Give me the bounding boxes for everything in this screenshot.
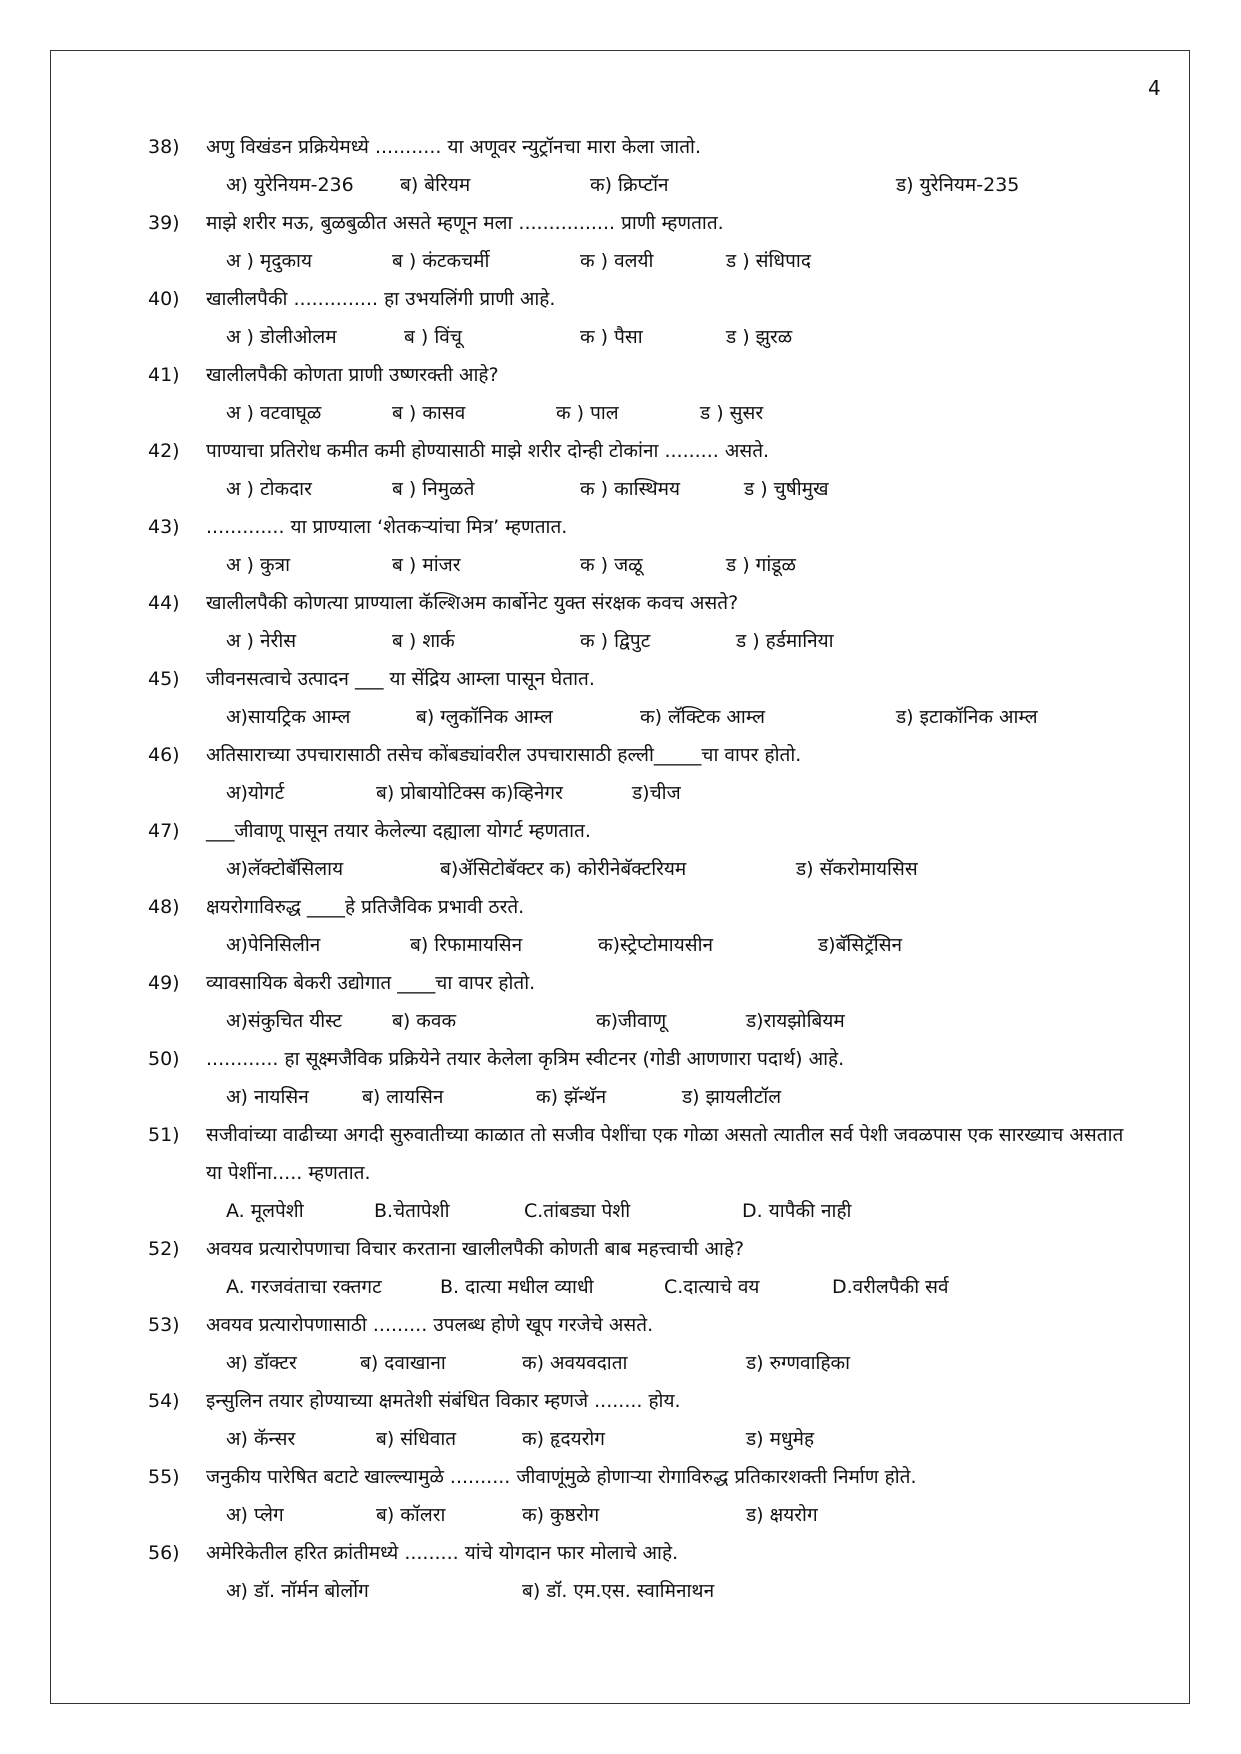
question-text: खालीलपैकी कोणत्या प्राण्याला कॅल्शिअम कार्बोनेट युक्त संरक्षक कवच असते? bbox=[206, 592, 739, 614]
question-number: 48) bbox=[148, 896, 180, 918]
question-number: 55) bbox=[148, 1466, 180, 1488]
option-2: ब) कवक bbox=[392, 1010, 457, 1032]
question-number: 38) bbox=[148, 136, 180, 158]
option-2: ब) कॉलरा bbox=[376, 1504, 446, 1526]
question-number: 41) bbox=[148, 364, 180, 386]
question-number: 51) bbox=[148, 1124, 180, 1146]
question-text: ............. या प्राण्याला ‘शेतकऱ्यांचा मित्र’ म्हणतात. bbox=[206, 516, 568, 538]
option-1: अ) कॅन्सर bbox=[226, 1428, 296, 1450]
option-2: ब ) मांजर bbox=[392, 554, 461, 576]
option-1: अ) नायसिन bbox=[226, 1086, 309, 1108]
question-43 bbox=[0, 508, 1241, 584]
option-1: A. मूलपेशी bbox=[226, 1200, 304, 1222]
option-2: ब) डॉ. एम.एस. स्वामिनाथन bbox=[522, 1580, 715, 1602]
option-1: अ) प्लेग bbox=[226, 1504, 284, 1526]
option-3: ड) सॅकरोमायसिस bbox=[796, 858, 918, 880]
question-number: 56) bbox=[148, 1542, 180, 1564]
question-text: अवयव प्रत्यारोपणासाठी ......... उपलब्ध होणे खूप गरजेचे असते. bbox=[206, 1314, 654, 1336]
options-row bbox=[0, 1002, 1241, 1040]
option-1: अ)सायट्रिक आम्ल bbox=[226, 706, 351, 728]
option-3: क ) द्विपुट bbox=[580, 630, 651, 652]
question-number: 42) bbox=[148, 440, 180, 462]
option-4: ड ) संधिपाद bbox=[726, 250, 811, 272]
option-4: ड) रुग्णवाहिका bbox=[746, 1352, 851, 1374]
question-52 bbox=[0, 1230, 1241, 1306]
question-45 bbox=[0, 660, 1241, 736]
option-4: ड ) हर्डमानिया bbox=[736, 630, 834, 652]
option-2: ब) संधिवात bbox=[376, 1428, 457, 1450]
question-53 bbox=[0, 1306, 1241, 1382]
option-1: अ ) टोकदार bbox=[226, 478, 312, 500]
question-number: 49) bbox=[148, 972, 180, 994]
option-3: क ) पैसा bbox=[580, 326, 643, 348]
options-row bbox=[0, 850, 1241, 888]
option-4: ड) झायलीटॉल bbox=[682, 1086, 782, 1108]
option-1: अ)पेनिसिलीन bbox=[226, 934, 321, 956]
option-4: D.वरीलपैकी सर्व bbox=[832, 1276, 949, 1298]
option-3: क) झॅन्थॅन bbox=[536, 1086, 607, 1108]
option-4: ड) इटाकॉनिक आम्ल bbox=[896, 706, 1038, 728]
option-2: ब ) विंचू bbox=[404, 326, 462, 348]
option-3: क) हृदयरोग bbox=[522, 1428, 605, 1450]
options-row bbox=[0, 1572, 1241, 1610]
options-row bbox=[0, 926, 1241, 964]
question-text: अणु विखंडन प्रक्रियेमध्ये ........... या अणूवर न्युट्रॉनचा मारा केला जातो. bbox=[206, 136, 702, 158]
question-number: 47) bbox=[148, 820, 180, 842]
option-2: ब) दवाखाना bbox=[360, 1352, 446, 1374]
question-text: माझे शरीर मऊ, बुळबुळीत असते म्हणून मला ................ प्राणी म्हणतात. bbox=[206, 212, 724, 234]
question-number: 40) bbox=[148, 288, 180, 310]
question-number: 39) bbox=[148, 212, 180, 234]
options-row bbox=[0, 698, 1241, 736]
option-1: अ)लॅक्टोबॅसिलाय bbox=[226, 858, 344, 880]
options-row bbox=[0, 318, 1241, 356]
option-1: अ) डॉक्टर bbox=[226, 1352, 297, 1374]
question-text: पाण्याचा प्रतिरोध कमीत कमी होण्यासाठी माझे शरीर दोन्ही टोकांना ......... असते. bbox=[206, 440, 770, 462]
option-4: ड ) सुसर bbox=[700, 402, 764, 424]
question-number: 53) bbox=[148, 1314, 180, 1336]
question-39 bbox=[0, 204, 1241, 280]
question-38 bbox=[0, 128, 1241, 204]
page-number: 4 bbox=[1148, 76, 1161, 100]
question-text: व्यावसायिक बेकरी उद्योगात ____चा वापर होतो. bbox=[206, 972, 536, 994]
options-row bbox=[0, 1420, 1241, 1458]
option-1: अ ) नेरीस bbox=[226, 630, 297, 652]
question-41 bbox=[0, 356, 1241, 432]
option-3: क)जीवाणू bbox=[596, 1010, 667, 1032]
option-4: ड) क्षयरोग bbox=[746, 1504, 818, 1526]
question-44 bbox=[0, 584, 1241, 660]
question-number: 50) bbox=[148, 1048, 180, 1070]
option-2: ब) प्रोबायोटिक्स क)व्हिनेगर bbox=[376, 782, 563, 804]
question-text: खालीलपैकी .............. हा उभयलिंगी प्राणी आहे. bbox=[206, 288, 556, 310]
question-text: सजीवांच्या वाढीच्या अगदी सुरुवातीच्या काळात तो सजीव पेशींचा एक गोळा असतो त्यातील सर्व पेशी जवळपास एक सारख्याच असतात या पेशींना..... म्हणतात. bbox=[206, 1124, 1124, 1184]
question-text: इन्सुलिन तयार होण्याच्या क्षमतेशी संबंधित विकार म्हणजे ........ होय. bbox=[206, 1390, 681, 1412]
option-2: ब)ॲसिटोबॅक्टर क) कोरीनेबॅक्टरियम bbox=[440, 858, 687, 880]
option-3: क) क्रिप्टॉन bbox=[590, 174, 669, 196]
option-3: क) अवयवदाता bbox=[522, 1352, 628, 1374]
options-row bbox=[0, 242, 1241, 280]
option-1: अ) युरेनियम-236 bbox=[226, 174, 354, 196]
option-2: ब) बेरियम bbox=[400, 174, 471, 196]
option-4: ड) युरेनियम-235 bbox=[896, 174, 1020, 196]
option-2: B. दात्या मधील व्याधी bbox=[440, 1276, 594, 1298]
option-3: क) कुष्ठरोग bbox=[522, 1504, 600, 1526]
option-3: क ) कास्थिमय bbox=[580, 478, 681, 500]
options-row bbox=[0, 1268, 1241, 1306]
option-1: अ ) वटवाघूळ bbox=[226, 402, 322, 424]
option-2: ब ) कंटकचर्मी bbox=[392, 250, 490, 272]
option-3: C.तांबड्या पेशी bbox=[524, 1200, 631, 1222]
option-2: ब) लायसिन bbox=[362, 1086, 444, 1108]
question-56 bbox=[0, 1534, 1241, 1610]
option-1: अ) डॉ. नॉर्मन बोर्लोग bbox=[226, 1580, 369, 1602]
question-text: खालीलपैकी कोणता प्राणी उष्णरक्ती आहे? bbox=[206, 364, 499, 386]
option-2: ब ) शार्क bbox=[392, 630, 455, 652]
question-50 bbox=[0, 1040, 1241, 1116]
question-51 bbox=[0, 1116, 1241, 1230]
option-3: क) लॅक्टिक आम्ल bbox=[640, 706, 765, 728]
question-text: अवयव प्रत्यारोपणाचा विचार करताना खालीलपैकी कोणती बाब महत्त्वाची आहे? bbox=[206, 1238, 745, 1260]
option-2: ब) रिफामायसिन bbox=[410, 934, 523, 956]
option-1: अ)योगर्ट bbox=[226, 782, 285, 804]
option-1: अ ) मृदुकाय bbox=[226, 250, 312, 272]
question-49 bbox=[0, 964, 1241, 1040]
options-row bbox=[0, 1344, 1241, 1382]
option-3: क ) जळू bbox=[580, 554, 643, 576]
option-3: क ) वलयी bbox=[580, 250, 654, 272]
options-row bbox=[0, 1496, 1241, 1534]
options-row bbox=[0, 622, 1241, 660]
option-2: ब) ग्लुकॉनिक आम्ल bbox=[416, 706, 553, 728]
option-1: अ ) डोलीओलम bbox=[226, 326, 337, 348]
option-3: ड)चीज bbox=[632, 782, 681, 804]
option-4: D. यापैकी नाही bbox=[742, 1200, 852, 1222]
option-4: ड ) झुरळ bbox=[726, 326, 793, 348]
question-number: 52) bbox=[148, 1238, 180, 1260]
options-row bbox=[0, 394, 1241, 432]
question-text: ___जीवाणू पासून तयार केलेल्या दह्याला योगर्ट म्हणतात. bbox=[206, 820, 591, 842]
options-row bbox=[0, 774, 1241, 812]
question-number: 45) bbox=[148, 668, 180, 690]
question-number: 43) bbox=[148, 516, 180, 538]
options-row bbox=[0, 1078, 1241, 1116]
option-2: B.चेतापेशी bbox=[374, 1200, 450, 1222]
question-55 bbox=[0, 1458, 1241, 1534]
option-3: क)स्ट्रेप्टोमायसीन bbox=[598, 934, 714, 956]
question-40 bbox=[0, 280, 1241, 356]
option-4: ड)बॅसिट्रॅसिन bbox=[818, 934, 903, 956]
question-number: 46) bbox=[148, 744, 180, 766]
question-list bbox=[0, 128, 1241, 1610]
question-text: ............ हा सूक्ष्मजैविक प्रक्रियेने तयार केलेला कृत्रिम स्वीटनर (गोडी आणणारा पदार्थ) आहे. bbox=[206, 1048, 845, 1070]
question-42 bbox=[0, 432, 1241, 508]
question-text: क्षयरोगाविरुद्ध ____हे प्रतिजैविक प्रभावी ठरते. bbox=[206, 896, 525, 918]
option-2: ब ) निमुळते bbox=[392, 478, 475, 500]
option-3: C.दात्याचे वय bbox=[664, 1276, 760, 1298]
options-row bbox=[0, 1192, 1241, 1230]
option-1: अ)संकुचित यीस्ट bbox=[226, 1010, 343, 1032]
question-number: 54) bbox=[148, 1390, 180, 1412]
option-2: ब ) कासव bbox=[392, 402, 466, 424]
option-4: ड ) चुषीमुख bbox=[744, 478, 829, 500]
option-4: ड ) गांडूळ bbox=[726, 554, 796, 576]
option-3: क ) पाल bbox=[556, 402, 619, 424]
question-text: जनुकीय पारेषित बटाटे खाल्ल्यामुळे .......... जीवाणूंमुळे होणाऱ्या रोगाविरुद्ध प्रतिकारशक्ती निर्माण होते. bbox=[206, 1466, 917, 1488]
question-text: जीवनसत्वाचे उत्पादन ___ या सेंद्रिय आम्ला पासून घेतात. bbox=[206, 668, 595, 690]
option-4: ड) मधुमेह bbox=[746, 1428, 815, 1450]
question-48 bbox=[0, 888, 1241, 964]
options-row bbox=[0, 166, 1241, 204]
question-54 bbox=[0, 1382, 1241, 1458]
question-46 bbox=[0, 736, 1241, 812]
question-47 bbox=[0, 812, 1241, 888]
question-number: 44) bbox=[148, 592, 180, 614]
options-row bbox=[0, 470, 1241, 508]
option-1: अ ) कुत्रा bbox=[226, 554, 291, 576]
option-4: ड)रायझोबियम bbox=[746, 1010, 845, 1032]
options-row bbox=[0, 546, 1241, 584]
option-1: A. गरजवंताचा रक्तगट bbox=[226, 1276, 382, 1298]
question-text: अतिसाराच्या उपचारासाठी तसेच कोंबड्यांवरील उपचारासाठी हल्ली_____चा वापर होतो. bbox=[206, 744, 802, 766]
question-text: अमेरिकेतील हरित क्रांतीमध्ये ......... यांचे योगदान फार मोलाचे आहे. bbox=[206, 1542, 679, 1564]
